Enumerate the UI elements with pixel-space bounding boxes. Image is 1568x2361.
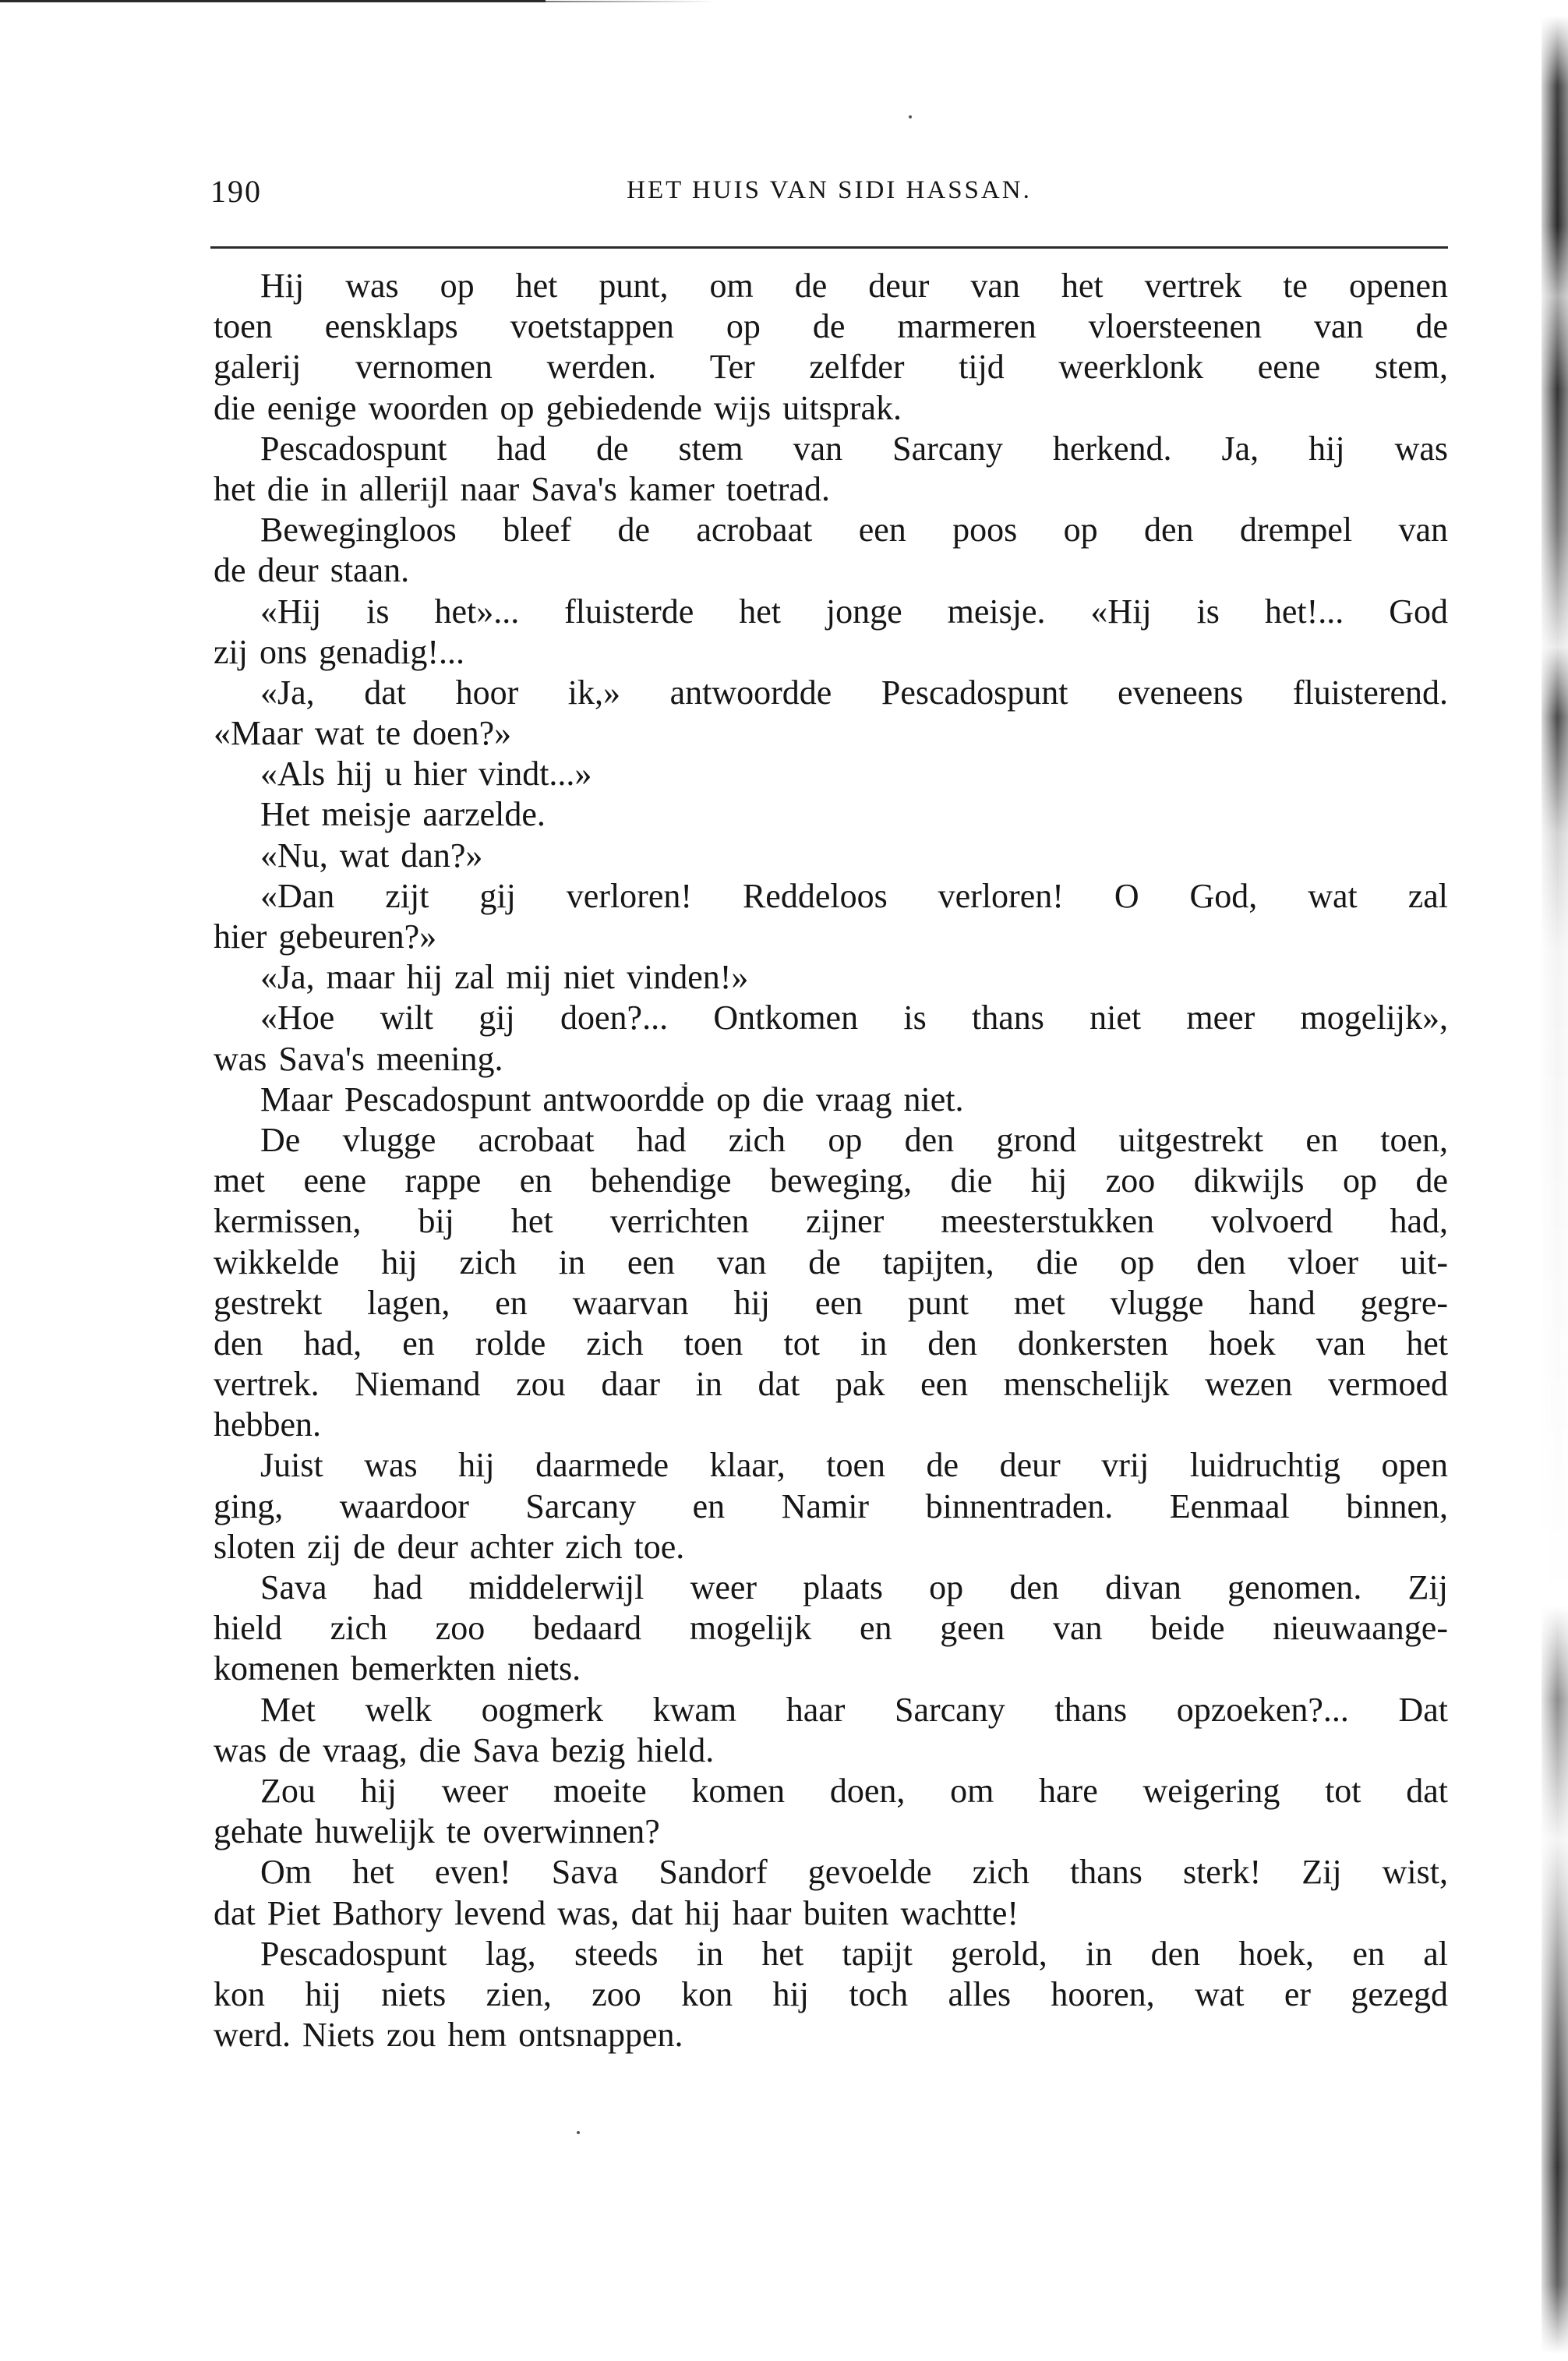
text-line: de deur staan. <box>214 551 410 590</box>
scan-speck <box>909 115 912 118</box>
text-line: «Ja, dat hoor ik,» antwoordde Pescadospunt eveneens fluisterend. <box>260 673 1448 712</box>
text-line: Om het even! Sava Sandorf gevoelde zich thans sterk! Zij wist, <box>260 1853 1448 1892</box>
header-rule <box>210 246 1448 249</box>
page-header <box>210 173 1448 212</box>
text-line: Met welk oogmerk kwam haar Sarcany thans opzoeken?... Dat <box>260 1690 1448 1729</box>
text-line: Hij was op het punt, om de deur van het vertrek te openen <box>260 267 1448 305</box>
page-number: 190 <box>210 174 262 209</box>
text-line: kon hij niets zien, zoo kon hij toch alles hooren, wat er gezegd <box>214 1974 1448 2013</box>
text-line: zij ons genadig!... <box>214 632 465 671</box>
scan-top-edge-fade <box>546 1 717 2</box>
text-line: ging, waardoor Sarcany en Namir binnentraden. Eenmaal binnen, <box>214 1486 1448 1525</box>
text-line: toen eensklaps voetstappen op de marmeren vloersteenen van de <box>214 307 1448 346</box>
text-line: galerij vernomen werden. Ter zelfder tijd weerklonk eene stem, <box>214 348 1448 387</box>
text-line: Juist was hij daarmede klaar, toen de deur vrij luidruchtig open <box>260 1446 1448 1485</box>
text-line: kermissen, bij het verrichten zijner meesterstukken volvoerd had, <box>214 1202 1448 1241</box>
text-line: den had, en rolde zich toen tot in den donkersten hoek van het <box>214 1324 1448 1363</box>
text-line: Pescadospunt lag, steeds in het tapijt gerold, in den hoek, en al <box>260 1934 1448 1973</box>
text-line: «Nu, wat dan?» <box>260 836 483 875</box>
text-line: «Dan zijt gij verloren! Reddeloos verloren! O God, wat zal <box>260 876 1448 915</box>
text-line: hier gebeuren?» <box>214 917 437 956</box>
text-line: Bewegingloos bleef de acrobaat een poos op den drempel van <box>260 511 1448 550</box>
scan-top-edge <box>0 0 546 2</box>
text-line: het die in allerijl naar Sava's kamer toetrad. <box>214 469 830 508</box>
text-line: hield zich zoo bedaard mogelijk en geen van beide nieuwaange- <box>214 1609 1448 1648</box>
running-title: HET HUIS VAN SIDI HASSAN. <box>627 176 1032 204</box>
text-line: was Sava's meening. <box>214 1039 503 1078</box>
text-line: gestrekt lagen, en waarvan hij een punt met vlugge hand gegre- <box>214 1283 1448 1322</box>
text-line: Maar Pescadospunt antwoordde op die vraag niet. <box>260 1080 964 1119</box>
text-line: gehate huwelijk te overwinnen? <box>214 1812 660 1851</box>
text-line: vertrek. Niemand zou daar in dat pak een menschelijk wezen vermoed <box>214 1365 1448 1404</box>
text-line: Pescadospunt had de stem van Sarcany herkend. Ja, hij was <box>260 429 1448 468</box>
text-line: die eenige woorden op gebiedende wijs uitsprak. <box>214 388 902 427</box>
text-line: was de vraag, die Sava bezig hield. <box>214 1730 715 1769</box>
text-line: komenen bemerkten niets. <box>214 1649 581 1688</box>
text-line: werd. Niets zou hem ontsnappen. <box>214 2016 683 2055</box>
text-line: Het meisje aarzelde. <box>260 795 546 834</box>
body-text <box>214 266 1448 2055</box>
text-line: Zou hij weer moeite komen doen, om hare weigering tot dat <box>260 1771 1448 1810</box>
scan-right-edge-shadow <box>1542 16 1568 2354</box>
text-line: sloten zij de deur achter zich toe. <box>214 1527 685 1566</box>
text-line: hebben. <box>214 1405 322 1444</box>
text-line: De vlugge acrobaat had zich op den grond uitgestrekt en toen, <box>260 1120 1448 1159</box>
text-line: «Als hij u hier vindt...» <box>260 755 592 793</box>
text-line: «Hoe wilt gij doen?... Ontkomen is thans niet meer mogelijk», <box>260 998 1448 1037</box>
text-line: wikkelde hij zich in een van de tapijten, die op den vloer uit- <box>214 1242 1448 1281</box>
text-line: «Hij is het»... fluisterde het jonge meisje. «Hij is het!... God <box>260 592 1448 631</box>
text-line: Sava had middelerwijl weer plaats op den divan genomen. Zij <box>260 1568 1448 1606</box>
text-line: dat Piet Bathory levend was, dat hij haar buiten wachtte! <box>214 1893 1019 1932</box>
text-line: «Maar wat te doen?» <box>214 714 512 753</box>
text-line: met eene rappe en behendige beweging, die hij zoo dikwijls op de <box>214 1161 1448 1200</box>
text-line: «Ja, maar hij zal mij niet vinden!» <box>260 958 749 997</box>
scan-speck <box>577 2131 580 2134</box>
